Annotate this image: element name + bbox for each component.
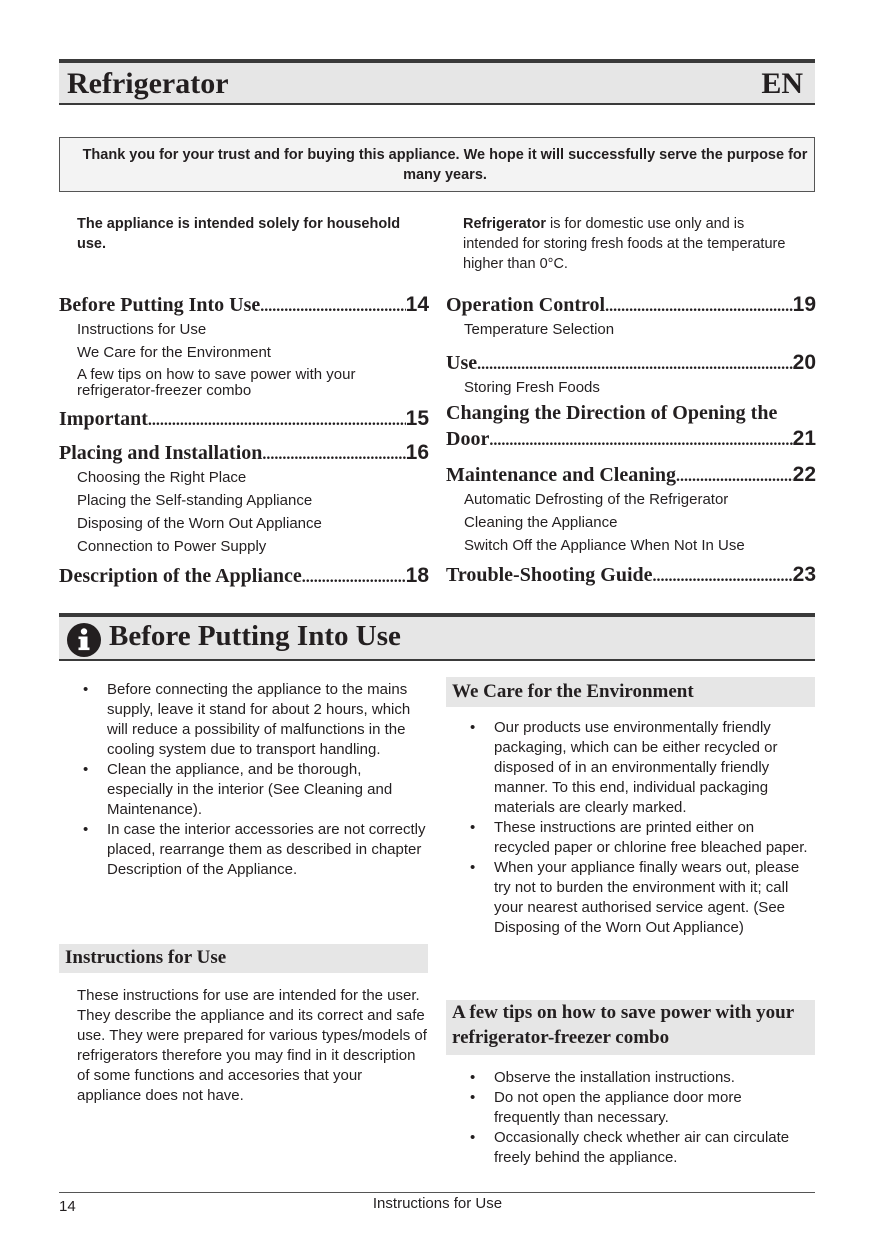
list-item: • When your appliance finally wears out, please try not to burden the environment with it; call your nearest authorised service agent. (See Disposing of the Worn Out Appliance) bbox=[464, 858, 814, 938]
page-number: 14 bbox=[59, 1198, 76, 1215]
intro-right bbox=[463, 214, 803, 274]
toc-entry[interactable]: Placing and Installation ..... 16 bbox=[59, 439, 429, 469]
instructions-text: These instructions for use are intended for the user. They describe the appliance and its correct and safe use. They were prepared for various types/models of refrigerators therefore you may find in it description of some functions and accesories that your appliance does not have. bbox=[77, 987, 427, 1104]
tips-bullet-list bbox=[464, 1068, 804, 1168]
toc-subentry[interactable]: Placing the Self-standing Appliance bbox=[77, 492, 313, 509]
instructions-heading: Instructions for Use bbox=[59, 944, 428, 973]
toc-subentry[interactable]: Instructions for Use bbox=[77, 321, 207, 338]
tips-heading: A few tips on how to save power with your refrigerator-freezer combo bbox=[446, 1000, 815, 1055]
info-icon bbox=[67, 623, 101, 657]
toc-entry[interactable]: Use ..... 20 bbox=[446, 349, 816, 379]
toc-subentry[interactable]: Storing Fresh Foods bbox=[464, 379, 600, 396]
toc-subentry[interactable]: Disposing of the Worn Out Appliance bbox=[77, 515, 322, 532]
intro-right-text: is for domestic use only and is intended for storing fresh foods at the temperature higher than 0°C. bbox=[463, 216, 786, 272]
toc-subentry[interactable]: Cleaning the Appliance bbox=[464, 514, 618, 531]
toc-entry[interactable]: Before Putting Into Use ..... 14 bbox=[59, 291, 429, 321]
toc-entry[interactable]: Description of the Appliance ..... 18 bbox=[59, 562, 429, 592]
list-item: • In case the interior accessories are not correctly placed, rearrange them as described in chapter Description of the Appliance. bbox=[77, 820, 427, 880]
toc-subentry[interactable]: Choosing the Right Place bbox=[77, 469, 247, 486]
toc-subentry[interactable]: We Care for the Environment bbox=[77, 344, 271, 361]
toc-entry[interactable]: Door ..... 21 bbox=[446, 425, 816, 455]
section-heading bbox=[59, 613, 815, 661]
list-item: • Our products use environmentally friendly packaging, which can be either recycled or disposed of in an environmentally friendly manner. To this end, individual packaging materials are clearly marked. bbox=[464, 718, 814, 818]
list-item: • Before connecting the appliance to the mains supply, leave it stand for about 2 hours, which will reduce a possibility of malfunctions in the cooling system due to transport handling. bbox=[77, 680, 427, 760]
toc-subentry[interactable]: A few tips on how to save power with your refrigerator-freezer combo bbox=[77, 366, 356, 399]
language-code: EN bbox=[761, 67, 803, 100]
toc-subentry[interactable]: Temperature Selection bbox=[464, 321, 615, 338]
thank-you-box: Thank you for your trust and for buying this appliance. We hope it will successfully serve the purpose for many years. bbox=[59, 137, 815, 192]
toc-subentry[interactable]: Switch Off the Appliance When Not In Use bbox=[464, 537, 745, 554]
environment-bullet-list bbox=[464, 718, 814, 938]
environment-heading: We Care for the Environment bbox=[446, 677, 815, 707]
intro-left: The appliance is intended solely for household use. bbox=[77, 216, 401, 252]
toc-subentry[interactable]: Automatic Defrosting of the Refrigerator bbox=[464, 491, 729, 508]
toc-left-column bbox=[59, 291, 429, 592]
list-item: • Observe the installation instructions. bbox=[464, 1068, 804, 1088]
toc-entry[interactable]: Maintenance and Cleaning ..... 22 bbox=[446, 461, 816, 491]
toc-subentry[interactable]: Connection to Power Supply bbox=[77, 538, 267, 555]
page-title: Refrigerator bbox=[67, 67, 229, 100]
page-header bbox=[59, 59, 815, 105]
toc-right-column bbox=[446, 291, 816, 591]
toc-entry[interactable]: Important ..... 15 bbox=[59, 405, 429, 435]
footer-title: Instructions for Use bbox=[372, 1195, 503, 1212]
toc-entry-line1[interactable]: Changing the Direction of Opening the bbox=[446, 402, 778, 424]
section-title: Before Putting Into Use bbox=[109, 620, 401, 652]
toc-entry[interactable]: Trouble-Shooting Guide ..... 23 bbox=[446, 561, 816, 591]
list-item: • Clean the appliance, and be thorough, especially in the interior (See Cleaning and Maintenance). bbox=[77, 760, 427, 820]
footer-divider bbox=[59, 1192, 815, 1193]
list-item: • Do not open the appliance door more frequently than necessary. bbox=[464, 1088, 804, 1128]
left-bullet-list bbox=[77, 680, 427, 880]
list-item: • Occasionally check whether air can circulate freely behind the appliance. bbox=[464, 1128, 804, 1168]
list-item: • These instructions are printed either on recycled paper or chlorine free bleached paper. bbox=[464, 818, 814, 858]
toc-entry[interactable]: Operation Control ..... 19 bbox=[446, 291, 816, 321]
intro-right-bold: Refrigerator bbox=[463, 216, 546, 232]
